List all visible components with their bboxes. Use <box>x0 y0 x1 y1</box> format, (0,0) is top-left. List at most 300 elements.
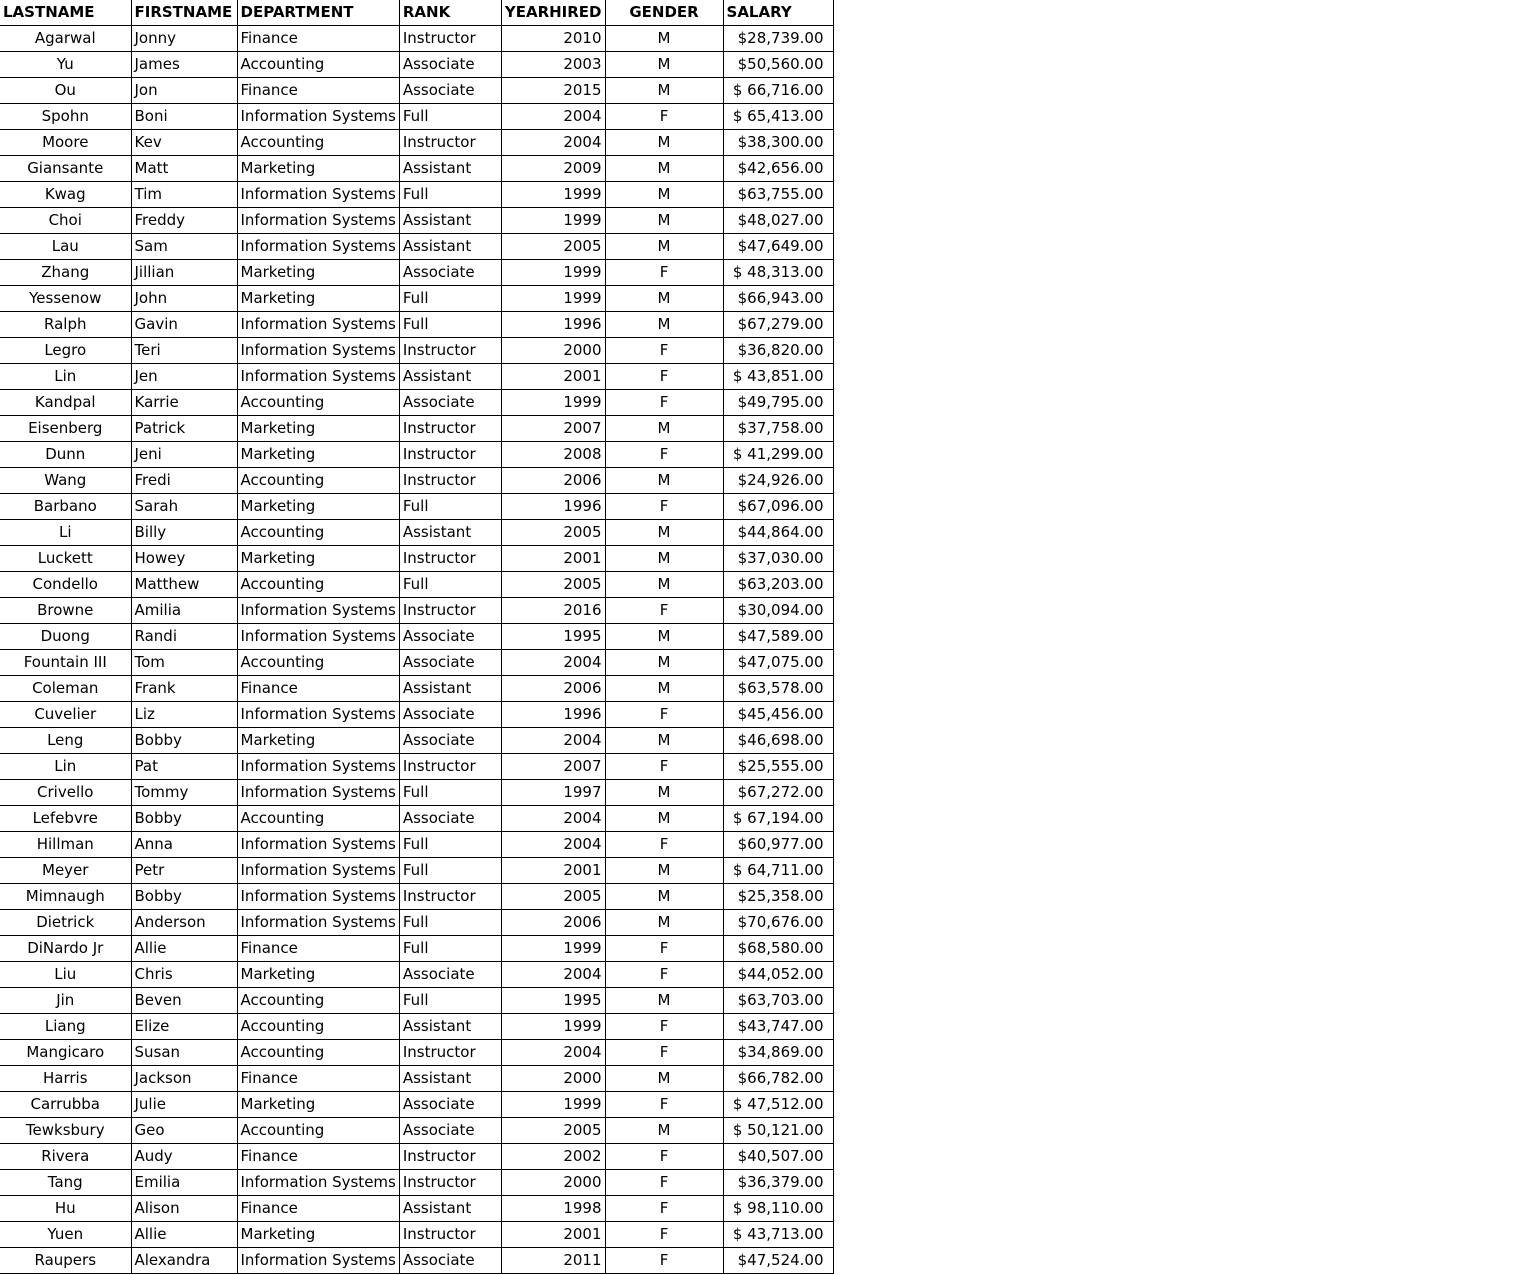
rank-cell[interactable]: Full <box>399 494 501 520</box>
department-cell[interactable]: Information Systems <box>237 910 399 936</box>
yearhired-cell[interactable]: 2004 <box>501 650 605 676</box>
department-cell[interactable]: Accounting <box>237 1040 399 1066</box>
yearhired-cell[interactable]: 2002 <box>501 1144 605 1170</box>
rank-cell[interactable]: Associate <box>399 650 501 676</box>
firstname-cell[interactable]: Pat <box>131 754 237 780</box>
gender-cell[interactable]: F <box>605 936 723 962</box>
salary-cell[interactable]: $67,279.00 <box>723 312 833 338</box>
lastname-cell[interactable]: Dunn <box>0 442 131 468</box>
department-cell[interactable]: Accounting <box>237 572 399 598</box>
salary-cell[interactable]: $68,580.00 <box>723 936 833 962</box>
salary-cell[interactable]: $37,758.00 <box>723 416 833 442</box>
department-cell[interactable]: Accounting <box>237 468 399 494</box>
yearhired-cell[interactable]: 2006 <box>501 468 605 494</box>
yearhired-cell[interactable]: 2006 <box>501 910 605 936</box>
rank-cell[interactable]: Full <box>399 988 501 1014</box>
yearhired-cell[interactable]: 1995 <box>501 624 605 650</box>
firstname-cell[interactable]: Freddy <box>131 208 237 234</box>
salary-cell[interactable]: $63,703.00 <box>723 988 833 1014</box>
header-gender[interactable]: GENDER <box>605 0 723 26</box>
rank-cell[interactable]: Assistant <box>399 520 501 546</box>
yearhired-cell[interactable]: 2004 <box>501 104 605 130</box>
header-firstname[interactable]: FIRSTNAME <box>131 0 237 26</box>
lastname-cell[interactable]: Fountain III <box>0 650 131 676</box>
firstname-cell[interactable]: Alison <box>131 1196 237 1222</box>
salary-cell[interactable]: $44,864.00 <box>723 520 833 546</box>
yearhired-cell[interactable]: 2016 <box>501 598 605 624</box>
department-cell[interactable]: Information Systems <box>237 234 399 260</box>
firstname-cell[interactable]: Geo <box>131 1118 237 1144</box>
rank-cell[interactable]: Instructor <box>399 416 501 442</box>
lastname-cell[interactable]: Lefebvre <box>0 806 131 832</box>
department-cell[interactable]: Information Systems <box>237 104 399 130</box>
yearhired-cell[interactable]: 2006 <box>501 676 605 702</box>
department-cell[interactable]: Finance <box>237 676 399 702</box>
lastname-cell[interactable]: Hillman <box>0 832 131 858</box>
yearhired-cell[interactable]: 2001 <box>501 1222 605 1248</box>
rank-cell[interactable]: Full <box>399 832 501 858</box>
firstname-cell[interactable]: Jackson <box>131 1066 237 1092</box>
department-cell[interactable]: Marketing <box>237 416 399 442</box>
gender-cell[interactable]: F <box>605 442 723 468</box>
salary-cell[interactable]: $47,075.00 <box>723 650 833 676</box>
firstname-cell[interactable]: Allie <box>131 936 237 962</box>
yearhired-cell[interactable]: 1996 <box>501 312 605 338</box>
firstname-cell[interactable]: Jon <box>131 78 237 104</box>
firstname-cell[interactable]: Jonny <box>131 26 237 52</box>
salary-cell[interactable]: $ 64,711.00 <box>723 858 833 884</box>
lastname-cell[interactable]: DiNardo Jr <box>0 936 131 962</box>
rank-cell[interactable]: Associate <box>399 806 501 832</box>
department-cell[interactable]: Information Systems <box>237 702 399 728</box>
yearhired-cell[interactable]: 2005 <box>501 1118 605 1144</box>
lastname-cell[interactable]: Wang <box>0 468 131 494</box>
lastname-cell[interactable]: Condello <box>0 572 131 598</box>
gender-cell[interactable]: M <box>605 312 723 338</box>
salary-cell[interactable]: $25,358.00 <box>723 884 833 910</box>
gender-cell[interactable]: M <box>605 234 723 260</box>
salary-cell[interactable]: $66,943.00 <box>723 286 833 312</box>
rank-cell[interactable]: Instructor <box>399 130 501 156</box>
firstname-cell[interactable]: John <box>131 286 237 312</box>
lastname-cell[interactable]: Ralph <box>0 312 131 338</box>
firstname-cell[interactable]: Bobby <box>131 728 237 754</box>
department-cell[interactable]: Information Systems <box>237 312 399 338</box>
salary-cell[interactable]: $36,379.00 <box>723 1170 833 1196</box>
gender-cell[interactable]: M <box>605 156 723 182</box>
firstname-cell[interactable]: Kev <box>131 130 237 156</box>
rank-cell[interactable]: Instructor <box>399 1144 501 1170</box>
rank-cell[interactable]: Full <box>399 780 501 806</box>
rank-cell[interactable]: Instructor <box>399 1170 501 1196</box>
gender-cell[interactable]: M <box>605 858 723 884</box>
salary-cell[interactable]: $25,555.00 <box>723 754 833 780</box>
department-cell[interactable]: Accounting <box>237 806 399 832</box>
salary-cell[interactable]: $63,755.00 <box>723 182 833 208</box>
rank-cell[interactable]: Associate <box>399 1118 501 1144</box>
gender-cell[interactable]: F <box>605 1170 723 1196</box>
firstname-cell[interactable]: Randi <box>131 624 237 650</box>
rank-cell[interactable]: Full <box>399 910 501 936</box>
department-cell[interactable]: Accounting <box>237 520 399 546</box>
salary-cell[interactable]: $40,507.00 <box>723 1144 833 1170</box>
rank-cell[interactable]: Full <box>399 286 501 312</box>
yearhired-cell[interactable]: 2004 <box>501 728 605 754</box>
salary-cell[interactable]: $47,524.00 <box>723 1248 833 1274</box>
salary-cell[interactable]: $67,272.00 <box>723 780 833 806</box>
department-cell[interactable]: Accounting <box>237 52 399 78</box>
header-lastname[interactable]: LASTNAME <box>0 0 131 26</box>
firstname-cell[interactable]: Patrick <box>131 416 237 442</box>
firstname-cell[interactable]: Susan <box>131 1040 237 1066</box>
department-cell[interactable]: Information Systems <box>237 858 399 884</box>
rank-cell[interactable]: Associate <box>399 260 501 286</box>
lastname-cell[interactable]: Lin <box>0 364 131 390</box>
gender-cell[interactable]: M <box>605 780 723 806</box>
rank-cell[interactable]: Full <box>399 936 501 962</box>
firstname-cell[interactable]: Elize <box>131 1014 237 1040</box>
yearhired-cell[interactable]: 2009 <box>501 156 605 182</box>
rank-cell[interactable]: Instructor <box>399 26 501 52</box>
department-cell[interactable]: Finance <box>237 26 399 52</box>
rank-cell[interactable]: Instructor <box>399 884 501 910</box>
gender-cell[interactable]: F <box>605 962 723 988</box>
yearhired-cell[interactable]: 2004 <box>501 130 605 156</box>
lastname-cell[interactable]: Raupers <box>0 1248 131 1274</box>
gender-cell[interactable]: F <box>605 1196 723 1222</box>
yearhired-cell[interactable]: 2007 <box>501 754 605 780</box>
gender-cell[interactable]: F <box>605 338 723 364</box>
yearhired-cell[interactable]: 2005 <box>501 884 605 910</box>
rank-cell[interactable]: Assistant <box>399 676 501 702</box>
yearhired-cell[interactable]: 1996 <box>501 494 605 520</box>
salary-cell[interactable]: $47,649.00 <box>723 234 833 260</box>
rank-cell[interactable]: Associate <box>399 52 501 78</box>
lastname-cell[interactable]: Yessenow <box>0 286 131 312</box>
yearhired-cell[interactable]: 2005 <box>501 520 605 546</box>
lastname-cell[interactable]: Li <box>0 520 131 546</box>
gender-cell[interactable]: M <box>605 286 723 312</box>
gender-cell[interactable]: M <box>605 728 723 754</box>
lastname-cell[interactable]: Rivera <box>0 1144 131 1170</box>
gender-cell[interactable]: F <box>605 1222 723 1248</box>
rank-cell[interactable]: Instructor <box>399 442 501 468</box>
firstname-cell[interactable]: Tim <box>131 182 237 208</box>
rank-cell[interactable]: Full <box>399 312 501 338</box>
gender-cell[interactable]: M <box>605 26 723 52</box>
lastname-cell[interactable]: Yu <box>0 52 131 78</box>
yearhired-cell[interactable]: 2005 <box>501 572 605 598</box>
yearhired-cell[interactable]: 2007 <box>501 416 605 442</box>
rank-cell[interactable]: Associate <box>399 1248 501 1274</box>
gender-cell[interactable]: F <box>605 1040 723 1066</box>
department-cell[interactable]: Marketing <box>237 442 399 468</box>
firstname-cell[interactable]: Liz <box>131 702 237 728</box>
lastname-cell[interactable]: Eisenberg <box>0 416 131 442</box>
gender-cell[interactable]: F <box>605 390 723 416</box>
rank-cell[interactable]: Assistant <box>399 156 501 182</box>
lastname-cell[interactable]: Lin <box>0 754 131 780</box>
rank-cell[interactable]: Instructor <box>399 338 501 364</box>
firstname-cell[interactable]: Boni <box>131 104 237 130</box>
lastname-cell[interactable]: Zhang <box>0 260 131 286</box>
department-cell[interactable]: Marketing <box>237 286 399 312</box>
gender-cell[interactable]: M <box>605 546 723 572</box>
department-cell[interactable]: Marketing <box>237 1092 399 1118</box>
gender-cell[interactable]: M <box>605 520 723 546</box>
firstname-cell[interactable]: Teri <box>131 338 237 364</box>
salary-cell[interactable]: $ 98,110.00 <box>723 1196 833 1222</box>
yearhired-cell[interactable]: 1999 <box>501 390 605 416</box>
gender-cell[interactable]: M <box>605 650 723 676</box>
salary-cell[interactable]: $ 41,299.00 <box>723 442 833 468</box>
firstname-cell[interactable]: Matt <box>131 156 237 182</box>
rank-cell[interactable]: Associate <box>399 624 501 650</box>
department-cell[interactable]: Accounting <box>237 1118 399 1144</box>
rank-cell[interactable]: Associate <box>399 1092 501 1118</box>
gender-cell[interactable]: M <box>605 416 723 442</box>
department-cell[interactable]: Finance <box>237 1196 399 1222</box>
lastname-cell[interactable]: Agarwal <box>0 26 131 52</box>
salary-cell[interactable]: $37,030.00 <box>723 546 833 572</box>
department-cell[interactable]: Finance <box>237 1066 399 1092</box>
lastname-cell[interactable]: Kandpal <box>0 390 131 416</box>
lastname-cell[interactable]: Liang <box>0 1014 131 1040</box>
firstname-cell[interactable]: Anderson <box>131 910 237 936</box>
department-cell[interactable]: Marketing <box>237 546 399 572</box>
salary-cell[interactable]: $47,589.00 <box>723 624 833 650</box>
salary-cell[interactable]: $67,096.00 <box>723 494 833 520</box>
gender-cell[interactable]: F <box>605 1144 723 1170</box>
salary-cell[interactable]: $63,578.00 <box>723 676 833 702</box>
salary-cell[interactable]: $46,698.00 <box>723 728 833 754</box>
firstname-cell[interactable]: Julie <box>131 1092 237 1118</box>
lastname-cell[interactable]: Barbano <box>0 494 131 520</box>
header-department[interactable]: DEPARTMENT <box>237 0 399 26</box>
yearhired-cell[interactable]: 2000 <box>501 338 605 364</box>
yearhired-cell[interactable]: 1999 <box>501 260 605 286</box>
lastname-cell[interactable]: Jin <box>0 988 131 1014</box>
lastname-cell[interactable]: Leng <box>0 728 131 754</box>
yearhired-cell[interactable]: 1999 <box>501 1092 605 1118</box>
department-cell[interactable]: Finance <box>237 78 399 104</box>
department-cell[interactable]: Accounting <box>237 390 399 416</box>
lastname-cell[interactable]: Mimnaugh <box>0 884 131 910</box>
rank-cell[interactable]: Associate <box>399 962 501 988</box>
header-salary[interactable]: SALARY <box>723 0 833 26</box>
department-cell[interactable]: Information Systems <box>237 832 399 858</box>
firstname-cell[interactable]: Sarah <box>131 494 237 520</box>
gender-cell[interactable]: M <box>605 910 723 936</box>
rank-cell[interactable]: Full <box>399 182 501 208</box>
yearhired-cell[interactable]: 2004 <box>501 1040 605 1066</box>
gender-cell[interactable]: M <box>605 468 723 494</box>
department-cell[interactable]: Information Systems <box>237 598 399 624</box>
salary-cell[interactable]: $ 43,713.00 <box>723 1222 833 1248</box>
gender-cell[interactable]: F <box>605 1248 723 1274</box>
yearhired-cell[interactable]: 2004 <box>501 832 605 858</box>
lastname-cell[interactable]: Harris <box>0 1066 131 1092</box>
rank-cell[interactable]: Assistant <box>399 1196 501 1222</box>
salary-cell[interactable]: $50,560.00 <box>723 52 833 78</box>
yearhired-cell[interactable]: 2001 <box>501 364 605 390</box>
gender-cell[interactable]: M <box>605 52 723 78</box>
salary-cell[interactable]: $ 47,512.00 <box>723 1092 833 1118</box>
yearhired-cell[interactable]: 2015 <box>501 78 605 104</box>
rank-cell[interactable]: Assistant <box>399 364 501 390</box>
department-cell[interactable]: Accounting <box>237 130 399 156</box>
lastname-cell[interactable]: Dietrick <box>0 910 131 936</box>
lastname-cell[interactable]: Duong <box>0 624 131 650</box>
rank-cell[interactable]: Assistant <box>399 234 501 260</box>
lastname-cell[interactable]: Crivello <box>0 780 131 806</box>
salary-cell[interactable]: $44,052.00 <box>723 962 833 988</box>
lastname-cell[interactable]: Mangicaro <box>0 1040 131 1066</box>
rank-cell[interactable]: Associate <box>399 728 501 754</box>
gender-cell[interactable]: F <box>605 832 723 858</box>
firstname-cell[interactable]: Allie <box>131 1222 237 1248</box>
firstname-cell[interactable]: Frank <box>131 676 237 702</box>
header-yearhired[interactable]: YEARHIRED <box>501 0 605 26</box>
rank-cell[interactable]: Full <box>399 104 501 130</box>
lastname-cell[interactable]: Hu <box>0 1196 131 1222</box>
firstname-cell[interactable]: Karrie <box>131 390 237 416</box>
lastname-cell[interactable]: Choi <box>0 208 131 234</box>
firstname-cell[interactable]: Howey <box>131 546 237 572</box>
rank-cell[interactable]: Instructor <box>399 468 501 494</box>
department-cell[interactable]: Marketing <box>237 1222 399 1248</box>
gender-cell[interactable]: M <box>605 884 723 910</box>
rank-cell[interactable]: Instructor <box>399 546 501 572</box>
department-cell[interactable]: Finance <box>237 1144 399 1170</box>
lastname-cell[interactable]: Ou <box>0 78 131 104</box>
gender-cell[interactable]: F <box>605 754 723 780</box>
department-cell[interactable]: Accounting <box>237 1014 399 1040</box>
firstname-cell[interactable]: Jen <box>131 364 237 390</box>
gender-cell[interactable]: M <box>605 208 723 234</box>
department-cell[interactable]: Information Systems <box>237 780 399 806</box>
lastname-cell[interactable]: Luckett <box>0 546 131 572</box>
yearhired-cell[interactable]: 1995 <box>501 988 605 1014</box>
yearhired-cell[interactable]: 2001 <box>501 546 605 572</box>
department-cell[interactable]: Information Systems <box>237 182 399 208</box>
gender-cell[interactable]: M <box>605 572 723 598</box>
salary-cell[interactable]: $66,782.00 <box>723 1066 833 1092</box>
gender-cell[interactable]: F <box>605 1092 723 1118</box>
salary-cell[interactable]: $34,869.00 <box>723 1040 833 1066</box>
salary-cell[interactable]: $ 66,716.00 <box>723 78 833 104</box>
yearhired-cell[interactable]: 2005 <box>501 234 605 260</box>
department-cell[interactable]: Finance <box>237 936 399 962</box>
salary-cell[interactable]: $24,926.00 <box>723 468 833 494</box>
salary-cell[interactable]: $43,747.00 <box>723 1014 833 1040</box>
rank-cell[interactable]: Full <box>399 572 501 598</box>
salary-cell[interactable]: $60,977.00 <box>723 832 833 858</box>
department-cell[interactable]: Information Systems <box>237 208 399 234</box>
rank-cell[interactable]: Instructor <box>399 1222 501 1248</box>
rank-cell[interactable]: Assistant <box>399 1014 501 1040</box>
firstname-cell[interactable]: Sam <box>131 234 237 260</box>
rank-cell[interactable]: Associate <box>399 390 501 416</box>
firstname-cell[interactable]: Audy <box>131 1144 237 1170</box>
yearhired-cell[interactable]: 1998 <box>501 1196 605 1222</box>
firstname-cell[interactable]: Amilia <box>131 598 237 624</box>
gender-cell[interactable]: F <box>605 260 723 286</box>
department-cell[interactable]: Information Systems <box>237 364 399 390</box>
lastname-cell[interactable]: Yuen <box>0 1222 131 1248</box>
rank-cell[interactable]: Associate <box>399 702 501 728</box>
department-cell[interactable]: Information Systems <box>237 338 399 364</box>
yearhired-cell[interactable]: 2001 <box>501 858 605 884</box>
yearhired-cell[interactable]: 1999 <box>501 936 605 962</box>
department-cell[interactable]: Information Systems <box>237 624 399 650</box>
gender-cell[interactable]: M <box>605 806 723 832</box>
salary-cell[interactable]: $48,027.00 <box>723 208 833 234</box>
yearhired-cell[interactable]: 2004 <box>501 806 605 832</box>
gender-cell[interactable]: M <box>605 78 723 104</box>
yearhired-cell[interactable]: 2010 <box>501 26 605 52</box>
gender-cell[interactable]: F <box>605 494 723 520</box>
gender-cell[interactable]: M <box>605 988 723 1014</box>
lastname-cell[interactable]: Moore <box>0 130 131 156</box>
gender-cell[interactable]: M <box>605 676 723 702</box>
salary-cell[interactable]: $30,094.00 <box>723 598 833 624</box>
firstname-cell[interactable]: Alexandra <box>131 1248 237 1274</box>
rank-cell[interactable]: Associate <box>399 78 501 104</box>
yearhired-cell[interactable]: 2003 <box>501 52 605 78</box>
firstname-cell[interactable]: Anna <box>131 832 237 858</box>
lastname-cell[interactable]: Meyer <box>0 858 131 884</box>
firstname-cell[interactable]: Jillian <box>131 260 237 286</box>
salary-cell[interactable]: $36,820.00 <box>723 338 833 364</box>
yearhired-cell[interactable]: 2004 <box>501 962 605 988</box>
firstname-cell[interactable]: James <box>131 52 237 78</box>
gender-cell[interactable]: F <box>605 104 723 130</box>
gender-cell[interactable]: M <box>605 1066 723 1092</box>
lastname-cell[interactable]: Kwag <box>0 182 131 208</box>
lastname-cell[interactable]: Carrubba <box>0 1092 131 1118</box>
salary-cell[interactable]: $42,656.00 <box>723 156 833 182</box>
salary-cell[interactable]: $63,203.00 <box>723 572 833 598</box>
yearhired-cell[interactable]: 1997 <box>501 780 605 806</box>
yearhired-cell[interactable]: 1996 <box>501 702 605 728</box>
gender-cell[interactable]: M <box>605 182 723 208</box>
yearhired-cell[interactable]: 2000 <box>501 1170 605 1196</box>
rank-cell[interactable]: Instructor <box>399 754 501 780</box>
salary-cell[interactable]: $ 50,121.00 <box>723 1118 833 1144</box>
lastname-cell[interactable]: Spohn <box>0 104 131 130</box>
salary-cell[interactable]: $ 65,413.00 <box>723 104 833 130</box>
lastname-cell[interactable]: Legro <box>0 338 131 364</box>
department-cell[interactable]: Marketing <box>237 962 399 988</box>
firstname-cell[interactable]: Matthew <box>131 572 237 598</box>
yearhired-cell[interactable]: 1999 <box>501 286 605 312</box>
gender-cell[interactable]: M <box>605 624 723 650</box>
firstname-cell[interactable]: Emilia <box>131 1170 237 1196</box>
rank-cell[interactable]: Assistant <box>399 1066 501 1092</box>
department-cell[interactable]: Accounting <box>237 988 399 1014</box>
firstname-cell[interactable]: Tommy <box>131 780 237 806</box>
firstname-cell[interactable]: Bobby <box>131 884 237 910</box>
lastname-cell[interactable]: Cuvelier <box>0 702 131 728</box>
firstname-cell[interactable]: Tom <box>131 650 237 676</box>
department-cell[interactable]: Marketing <box>237 494 399 520</box>
gender-cell[interactable]: F <box>605 598 723 624</box>
gender-cell[interactable]: F <box>605 364 723 390</box>
gender-cell[interactable]: F <box>605 1014 723 1040</box>
yearhired-cell[interactable]: 2000 <box>501 1066 605 1092</box>
firstname-cell[interactable]: Fredi <box>131 468 237 494</box>
